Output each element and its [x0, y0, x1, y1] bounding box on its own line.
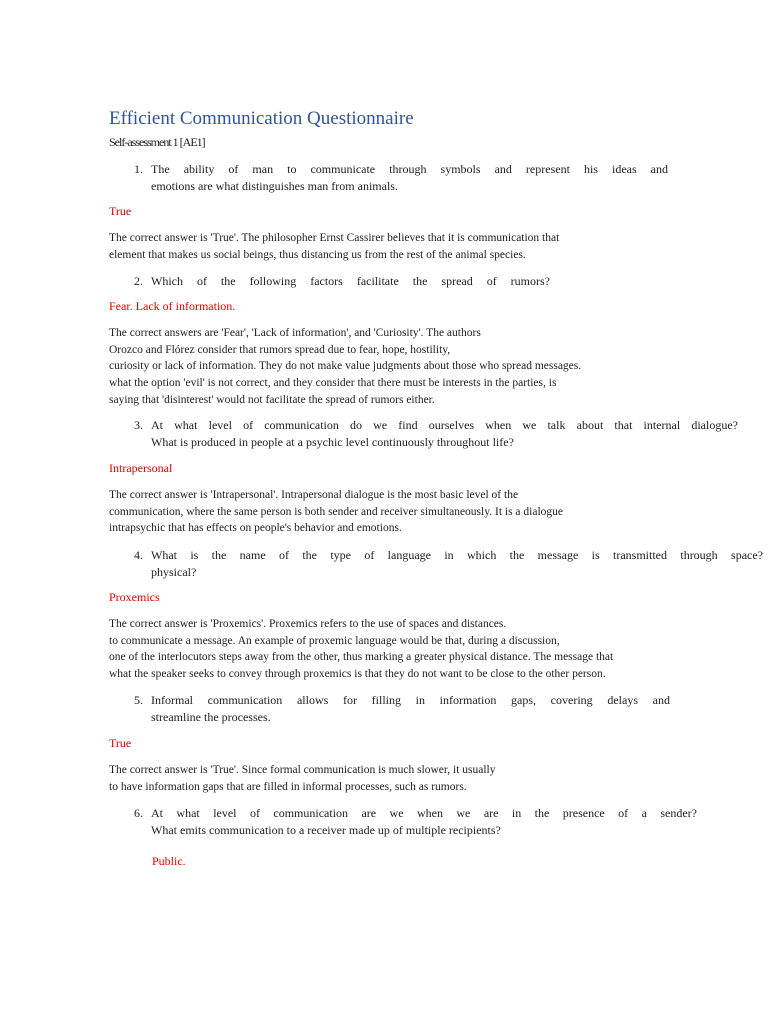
page-subtitle: Self-assessment 1 [AE1] [109, 135, 205, 149]
explanation-line: what the speaker seeks to convey through proxemics is that they do not want to be close to the other person. [109, 668, 606, 681]
question-line: emotions are what distinguishes man from animals. [151, 178, 398, 193]
answer-4: Proxemics [109, 590, 160, 604]
question-line: At what level of communication do we find ourselves when we talk about that internal dialogue? [151, 418, 738, 432]
page-title: Efficient Communication Questionnaire [109, 108, 414, 129]
explanation-line: The correct answers are 'Fear', 'Lack of information', and 'Curiosity'. The authors [109, 327, 481, 339]
explanation-line: what the option 'evil' is not correct, and they consider that there must be interests in the parties, is [109, 377, 557, 390]
explanation-line: The correct answer is 'True'. The philosopher Ernst Cassirer believes that it is communication that [109, 232, 560, 244]
explanation-line: Orozco and Flórez consider that rumors spread due to fear, hope, hostility, [109, 343, 451, 356]
answer-6: Public. [152, 854, 186, 868]
question-number: 1. [134, 162, 143, 176]
question-number: 3. [134, 418, 143, 432]
explanation-line: curiosity or lack of information. They do not make value judgments about those who spread messages. [109, 360, 582, 373]
explanation-line: to have information gaps that are filled in informal processes, such as rumors. [109, 780, 467, 793]
answer-3: Intrapersonal [109, 461, 173, 475]
explanation-line: one of the interlocutors steps away from the other, thus marking a greater physical distance. The message that [109, 651, 614, 664]
question-line: The ability of man to communicate through symbols and represent his ideas and [151, 162, 668, 176]
explanation-5 [109, 762, 496, 795]
question-line: What is the name of the type of language in which the message is transmitted through space? [151, 548, 763, 562]
question-number: 4. [134, 548, 143, 562]
answer-1: True [109, 204, 132, 218]
question-line: What emits communication to a receiver made up of multiple recipients? [151, 822, 501, 837]
explanation-3 [109, 487, 563, 537]
question-text [151, 273, 550, 290]
explanation-2 [109, 325, 581, 409]
question-line: At what level of communication are we when we are in the presence of a sender? [151, 806, 697, 820]
explanation-line: intrapsychic that has effects on people's behavior and emotions. [109, 522, 402, 535]
question-text [151, 805, 697, 838]
question-text [151, 547, 763, 580]
question-line: physical? [151, 564, 197, 579]
answer-5: True [109, 736, 132, 750]
question-number: 2. [134, 274, 143, 288]
question-text [151, 692, 670, 725]
question-line: Which of the following factors facilitate the spread of rumors? [151, 274, 550, 288]
explanation-line: The correct answer is 'Intrapersonal'. Intrapersonal dialogue is the most basic level of the [109, 489, 519, 501]
explanation-4 [109, 616, 613, 683]
question-line: streamline the processes. [151, 709, 271, 724]
explanation-line: to communicate a message. An example of proxemic language would be that, during a discussion, [109, 634, 560, 647]
explanation-line: The correct answer is 'True'. Since formal communication is much slower, it usually [109, 764, 496, 776]
question-number: 6. [134, 806, 143, 820]
explanation-line: communication, where the same person is both sender and receiver simultaneously. It is a dialogue [109, 505, 564, 518]
explanation-line: element that makes us social beings, thus distancing us from the rest of the animal species. [109, 248, 526, 261]
answer-2: Fear. Lack of information. [109, 299, 236, 313]
question-number: 5. [134, 693, 143, 707]
explanation-line: The correct answer is 'Proxemics'. Proxemics refers to the use of spaces and distances. [109, 618, 507, 630]
question-line: Informal communication allows for filling in information gaps, covering delays and [151, 693, 670, 707]
explanation-1 [109, 230, 559, 263]
question-text [151, 161, 668, 194]
question-text [151, 417, 738, 450]
explanation-line: saying that 'disinterest' would not facilitate the spread of rumors either. [109, 393, 435, 406]
question-line: What is produced in people at a psychic level continuously throughout life? [151, 434, 514, 449]
